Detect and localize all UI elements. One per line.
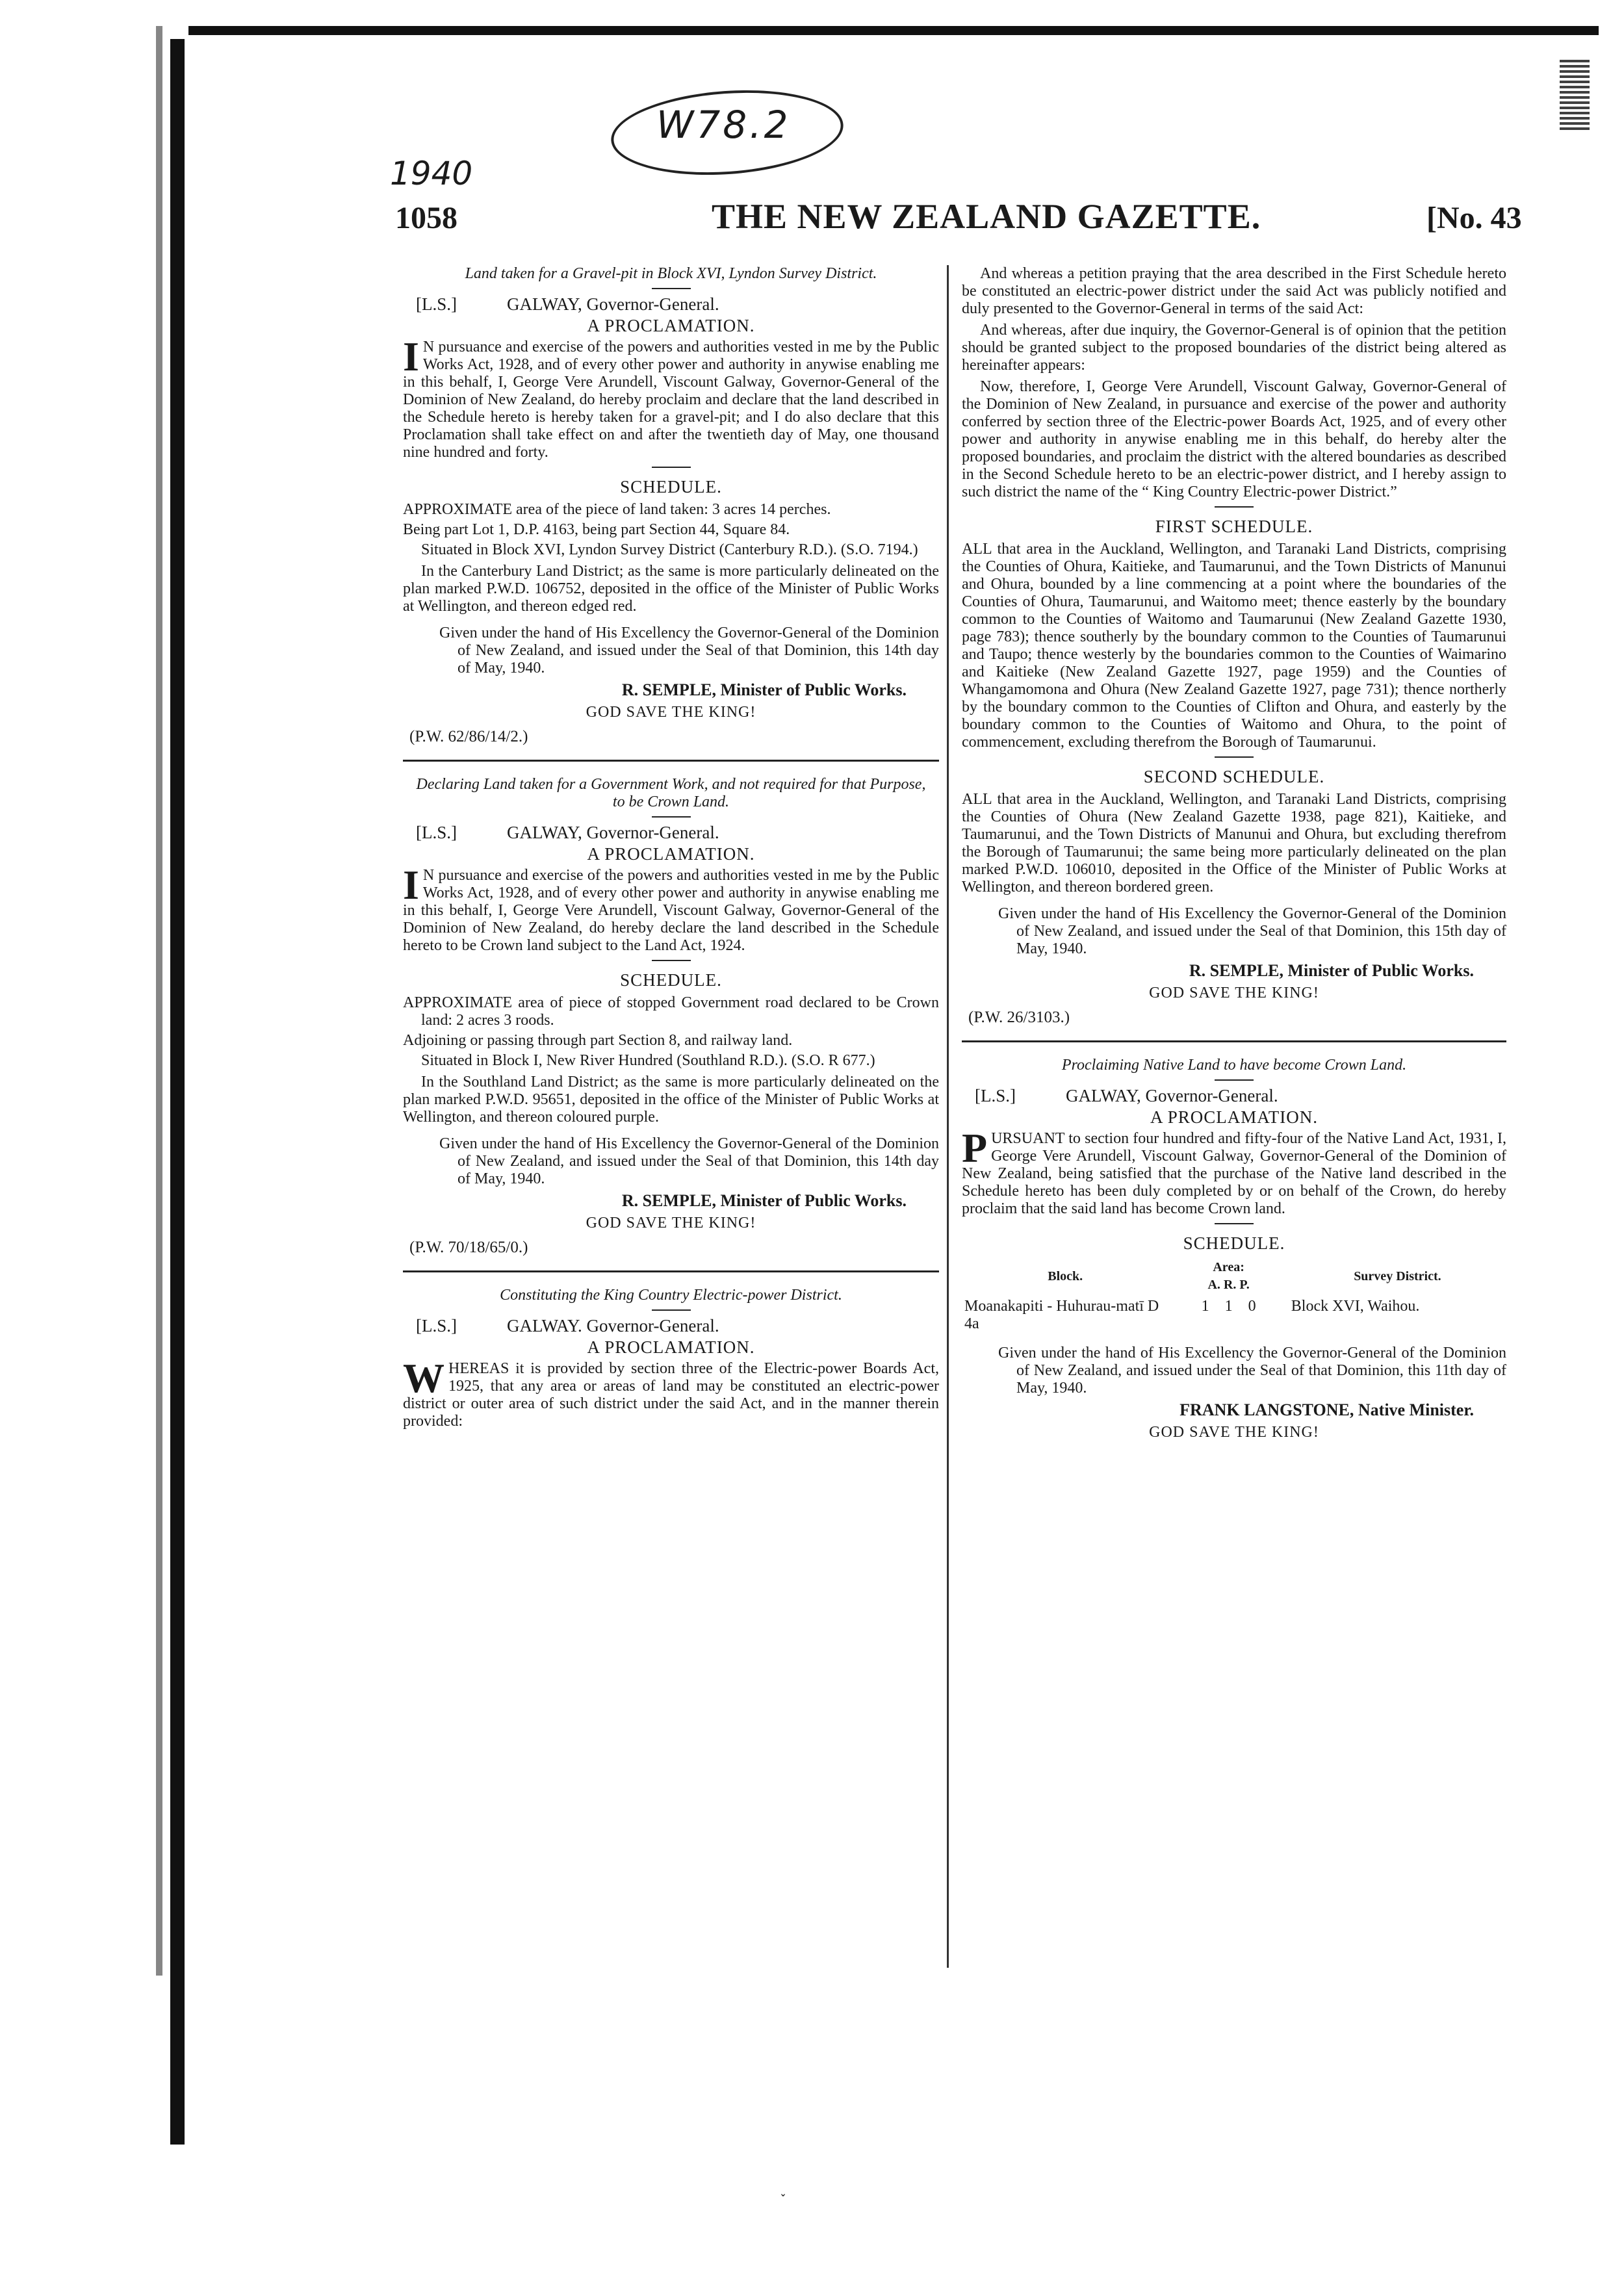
- now-therefore: Now, therefore, I, George Vere Arundell, Viscount Galway, Governor-General of the Dominion of New Zealand, in pursuance and exercise of the power and authority conferred by section three of the Electric-power Boards Act, 1925, and of every other power and authority in anywise enabling me in this behalf, do hereby alter the proposed boundaries, and proclaim the district with the altered boundaries as described in the Second Schedule hereto to be an electric-power district, and I hereby assign to such district the name of the “ King Country Electric-power District.”: [962, 378, 1506, 500]
- schedule-district: In the Southland Land District; as the same is more particularly delineated on the plan marked P.W.D. 95651, deposited in the office of the Minister of Public Works at Wellington, and thereon coloured purple.: [403, 1074, 939, 1126]
- seal-mark: [L.S.]: [416, 1316, 457, 1335]
- page-number: 1058: [395, 201, 458, 235]
- governor-name: GALWAY. Governor-General.: [507, 1316, 719, 1335]
- minister-signature: R. SEMPLE, Minister of Public Works.: [621, 680, 907, 699]
- table-row: [962, 1295, 1506, 1335]
- issue-number: [No. 43: [1426, 201, 1522, 235]
- divider: [652, 816, 691, 818]
- divider: [652, 960, 691, 961]
- proclamation-text: WHEREAS it is provided by section three of the Electric-power Boards Act, 1925, that any area or areas of land may be constituted an electric-power district or outer area of such district under the said Act, and in the manner therein provided:: [403, 1355, 939, 1430]
- handwritten-reference: W78.2: [656, 103, 791, 147]
- notice-heading: Declaring Land taken for a Government Work, and not required for that Purpose, to be Crown Land.: [416, 776, 926, 810]
- cell-block: Moanakapiti - Huhurau-matī D 4a: [964, 1298, 1159, 1332]
- schedule-district: In the Canterbury Land District; as the same is more particularly delineated on the plan marked P.W.D. 106752, deposited in the office of the Minister of Public Works at Wellington, and thereon edged red.: [403, 563, 939, 615]
- god-save-the-king: GOD SAVE THE KING!: [1149, 1424, 1319, 1441]
- schedule-area: APPROXIMATE area of the piece of land taken: 3 acres 14 perches.: [403, 501, 831, 518]
- section-rule: [403, 1270, 939, 1272]
- proclamation-heading: A PROCLAMATION.: [587, 844, 755, 864]
- divider: [1215, 1223, 1254, 1224]
- column-divider: [947, 265, 949, 1968]
- proclamation-heading: A PROCLAMATION.: [587, 316, 755, 335]
- scan-top-edge: [188, 26, 1599, 35]
- scan-speck: ˯: [780, 2176, 786, 2197]
- cell-area: [1168, 1295, 1288, 1335]
- divider: [1215, 1079, 1254, 1081]
- seal-line: [416, 296, 939, 313]
- schedule-heading: SCHEDULE.: [1183, 1233, 1285, 1253]
- god-save-the-king: GOD SAVE THE KING!: [586, 704, 756, 721]
- schedule-being: Being part Lot 1, D.P. 4163, being part Section 44, Square 84.: [403, 521, 790, 538]
- proclamation-text: PURSUANT to section four hundred and fifty-four of the Native Land Act, 1931, I, George Vere Arundell, Viscount Galway, Governor-General of the Dominion of New Zealand, being satisfied that the purchase of the Native land described in the Schedule hereto has been duly completed by or on behalf of the Crown, do hereby proclaim that the said land has become Crown land.: [962, 1125, 1506, 1217]
- gazette-title: THE NEW ZEALAND GAZETTE.: [712, 197, 1261, 236]
- proclamation-heading: A PROCLAMATION.: [587, 1337, 755, 1357]
- handwritten-year: 1940: [390, 155, 473, 192]
- scan-edge-shadow: [156, 26, 162, 1976]
- notice-crown-land: [403, 776, 939, 1256]
- file-reference: (P.W. 70/18/65/0.): [409, 1239, 528, 1256]
- divider: [1215, 506, 1254, 508]
- first-schedule-heading: FIRST SCHEDULE.: [1155, 517, 1313, 536]
- cell-acres: 1: [1201, 1298, 1209, 1315]
- governor-name: GALWAY, Governor-General.: [507, 294, 719, 314]
- divider: [652, 288, 691, 289]
- schedule-adjoining: Adjoining or passing through part Section 8, and railway land.: [403, 1032, 793, 1049]
- notice-heading: Constituting the King Country Electric-power District.: [500, 1287, 842, 1304]
- schedule-situated: Situated in Block I, New River Hundred (Southland R.D.). (S.O. R 677.): [421, 1052, 875, 1069]
- governor-name: GALWAY, Governor-General.: [507, 823, 719, 842]
- given-under-hand: Given under the hand of His Excellency the Governor-General of the Dominion of New Zealand, and issued under the Seal of that Dominion, this 14th day of May, 1940.: [439, 1135, 939, 1187]
- proclamation-heading: A PROCLAMATION.: [1150, 1107, 1319, 1127]
- file-reference: (P.W. 62/86/14/2.): [409, 728, 528, 745]
- proclamation-text: IN pursuance and exercise of the powers and authorities vested in me by the Public Works Act, 1928, and of every other power and authority in anywise enabling me in this behalf, I, George Vere Arundell, Viscount Galway, Governor-General of the Dominion of New Zealand, do hereby proclaim and declare that the land described in the Schedule hereto is hereby taken for a gravel-pit; and I do also declare that this Proclamation shall take effect on and after the twentieth day of May, one thousand nine hundred and forty.: [403, 333, 939, 461]
- scan-corner-mark: [1560, 58, 1590, 130]
- given-under-hand: Given under the hand of His Excellency the Governor-General of the Dominion of New Zealand, and issued under the Seal of that Dominion, this 14th day of May, 1940.: [439, 625, 939, 677]
- area-label: Area:: [1213, 1260, 1244, 1274]
- schedule-heading: SCHEDULE.: [620, 477, 722, 496]
- given-under-hand: Given under the hand of His Excellency the Governor-General of the Dominion of New Zealand, and issued under the Seal of that Dominion, this 11th day of May, 1940.: [998, 1345, 1506, 1397]
- arp-label: A. R. P.: [1207, 1278, 1250, 1292]
- cell-roods: 1: [1224, 1298, 1233, 1315]
- scan-binding-edge: [170, 39, 185, 2145]
- governor-name: GALWAY, Governor-General.: [1066, 1086, 1278, 1105]
- second-schedule-text: ALL that area in the Auckland, Wellington, and Taranaki Land Districts, comprising the Counties of Ohura (New Zealand Gazette 1938, page 821), Kaitieke, and Taumarunui, and the Town Districts of Manunui and Ohura, but excluding therefrom the Borough of Taumarunui; the same being more particularly delineated on the plan marked P.W.D. 106010, deposited in the Office of the Minister of Public Works at Wellington, and thereon bordered green.: [962, 791, 1506, 896]
- minister-signature: FRANK LANGSTONE, Native Minister.: [1179, 1400, 1474, 1419]
- seal-mark: [L.S.]: [416, 823, 457, 842]
- schedule-situated: Situated in Block XVI, Lyndon Survey District (Canterbury R.D.). (S.O. 7194.): [421, 541, 918, 558]
- notice-electric-power: [403, 1287, 939, 1430]
- god-save-the-king: GOD SAVE THE KING!: [586, 1215, 756, 1231]
- whereas-inquiry: And whereas, after due inquiry, the Governor-General is of opinion that the petition should be granted subject to the proposed boundaries of the district being altered as hereinafter appears:: [962, 322, 1506, 374]
- seal-line: [416, 824, 939, 842]
- notice-gravel-pit: [403, 265, 939, 745]
- first-schedule-text: ALL that area in the Auckland, Wellington, and Taranaki Land Districts, comprising the Counties of Ohura, Kaitieke, and Taumarunui, and the Town Districts of Manunui and Ohura, bounded by a line commencing at a point where the boundaries of the Counties of Ohura, Taumarunui, and Waitomo meet; thence easterly by the boundary common to the Counties of Waitomo and Taumarunui (New Zealand Gazette 1930, page 783); thence southerly by the boundary common to the Counties of Taumarunui and Taupo; thence westerly by the boundaries common to the Counties of Waimarino and Kaitieke (New Zealand Gazette 1927, page 1959) and the Counties of Whangamomona and Ohura (New Zealand Gazette 1927, page 731); thence northerly by the boundary common to the Counties of Clifton and Ohura, and easterly by the boundary common to the Counties of Waitomo and Ohura, to the point of commencement, excluding therefrom the Borough of Taumarunui.: [962, 541, 1506, 751]
- god-save-the-king: GOD SAVE THE KING!: [1149, 985, 1319, 1001]
- file-reference: (P.W. 26/3103.): [968, 1009, 1070, 1026]
- minister-signature: R. SEMPLE, Minister of Public Works.: [621, 1191, 907, 1210]
- minister-signature: R. SEMPLE, Minister of Public Works.: [1189, 961, 1474, 980]
- schedule-table: [962, 1257, 1506, 1335]
- cell-district: Block XVI, Waihou.: [1291, 1298, 1420, 1315]
- notice-heading: Proclaiming Native Land to have become Crown Land.: [1061, 1057, 1407, 1074]
- whereas-petition: And whereas a petition praying that the area described in the First Schedule hereto be constituted an electric-power district under the said Act was publicly notified and duly presented to the Governor-General in terms of the said Act:: [962, 265, 1506, 317]
- right-column: [962, 265, 1506, 1447]
- divider: [652, 467, 691, 468]
- section-rule: [403, 760, 939, 762]
- col-block-header: Block.: [1048, 1269, 1083, 1283]
- seal-mark: [L.S.]: [975, 1086, 1016, 1105]
- cell-perches: 0: [1248, 1298, 1256, 1315]
- notice-native-land: [962, 1057, 1506, 1441]
- seal-line: [975, 1087, 1506, 1105]
- divider: [652, 1309, 691, 1311]
- schedule-heading: SCHEDULE.: [620, 970, 722, 990]
- seal-mark: [L.S.]: [416, 294, 457, 314]
- schedule-area: APPROXIMATE area of piece of stopped Government road declared to be Crown land: 2 acres 3 roods.: [403, 994, 939, 1029]
- given-under-hand: Given under the hand of His Excellency the Governor-General of the Dominion of New Zealand, and issued under the Seal of that Dominion, this 15th day of May, 1940.: [998, 905, 1506, 957]
- proclamation-text: IN pursuance and exercise of the powers and authorities vested in me by the Public Works Act, 1928, and of every other power and authority in anywise enabling me in this behalf, I, George Vere Arundell, Viscount Galway, Governor-General of the Dominion of New Zealand, do hereby declare the land described in the Schedule hereto to be Crown land subject to the Land Act, 1924.: [403, 862, 939, 954]
- col-district-header: Survey District.: [1354, 1269, 1441, 1283]
- section-rule: [962, 1040, 1506, 1042]
- second-schedule-heading: SECOND SCHEDULE.: [1143, 767, 1325, 786]
- left-column: [403, 265, 939, 1434]
- col-area-header: [1168, 1257, 1288, 1295]
- divider: [1215, 756, 1254, 758]
- seal-line: [416, 1317, 939, 1335]
- notice-heading: Land taken for a Gravel-pit in Block XVI, Lyndon Survey District.: [465, 265, 877, 282]
